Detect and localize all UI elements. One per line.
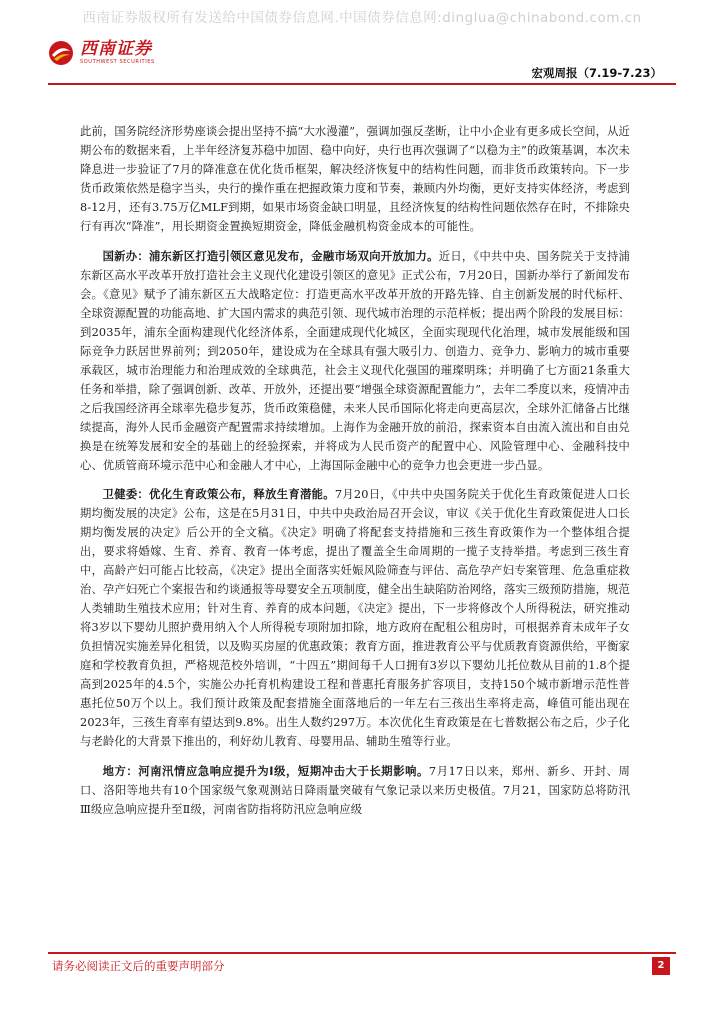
paragraph-text: 7月17日以来，郑州、新乡、开封、周口、洛阳等地共有10个国家级气象观测站日降雨量突破有气象记录以来历史极值。7月21，国家防总将防汛Ⅲ级应急响应提升至Ⅱ级，河南省防指将防汛应急响应级 <box>80 764 631 816</box>
paragraph-lead: 卫健委：优化生育政策公布，释放生育潜能。 <box>102 488 335 501</box>
disclaimer-note: 请务必阅读正文后的重要声明部分 <box>52 959 225 973</box>
paragraph-henan-flood <box>80 762 630 819</box>
report-body <box>80 122 630 829</box>
paragraph-fertility-policy <box>80 485 630 751</box>
company-logo <box>48 40 155 66</box>
footer-divider <box>48 952 676 954</box>
page-number: 2 <box>652 957 670 975</box>
paragraph-pudong <box>80 247 630 475</box>
paragraph-monetary-policy: 此前，国务院经济形势座谈会提出坚持不搞“大水漫灌”，强调加强反垄断，让中小企业有更多成长空间，从近期公布的数据来看，上半年经济复苏稳中加固、稳中向好，央行也再次强调了“以稳为主”的政策基调，本次未降息进一步验证了7月的降准意在优化货币框架，解决经济恢复中的结构性问题，而非货币政策转向。下一步货币政策依然是稳字当头，央行的操作重在把握政策力度和节奏，兼顾内外均衡，更好支持实体经济，考虑到8-12月，还有3.75万亿MLF到期，如果市场资金缺口明显，且经济恢复的结构性问题依然存在时，不排除央行有再次“降准”，用长期资金置换短期资金，降低金融机构资金成本的可能性。 <box>80 125 630 233</box>
paragraph-text: 7月20日，《中共中央国务院关于优化生育政策促进人口长期均衡发展的决定》公布，这是在5月31日，中共中央政治局召开会议，审议《关于优化生育政策促进人口长期均衡发展的决定》后公开的全文稿。《决定》明确了将配套支持措施和三孩生育政策作为一个整体组合提出，要求将婚嫁、生育、养育、教育一体考虑，提出了覆盖全生命周期的一揽子支持举措。考虑到三孩生育中，高龄产妇可能占比较高，《决定》提出全面落实妊娠风险筛查与评估、高危孕产妇专案管理、危急重症救治、孕产妇死亡个案报告和约谈通报等母婴安全五项制度，健全出生缺陷防治网络，落实三级预防措施，规范人类辅助生殖技术应用；针对生育、养育的成本问题，《决定》提出，下一步将修改个人所得税法，研究推动将3岁以下婴幼儿照护费用纳入个人所得税专项附加扣除，地方政府在配租公租房时，可根据养育未成年子女负担情况实施差异化租赁，以及购买房屋的优惠政策；教育方面，推进教育公平与优质教育资源供给，平衡家庭和学校教育负担，严格规范校外培训，“十四五”期间每千人口拥有3岁以下婴幼儿托位数从目前的1.8个提高到2025年的4.5个，实施公办托育机构建设工程和普惠托育服务扩容项目，支持150个城市新增示范性普惠托位50万个以上。我们预计政策及配套措施全面落地后的一年左右三孩出生率将走高，峰值可能出现在2023年，三孩生育率有望达到9.8%。出生人数约297万。本次优化生育政策是在七普数据公布之后，少子化与老龄化的大背景下推出的，利好幼儿教育、母婴用品、辅助生殖等行业。 <box>80 488 630 748</box>
paragraph-lead: 地方：河南汛情应急响应提升为Ⅰ级，短期冲击大于长期影响。 <box>102 764 429 778</box>
paragraph-lead: 国新办：浦东新区打造引领区意见发布，金融市场双向开放加力。 <box>102 249 439 263</box>
header-divider <box>48 83 676 85</box>
logo-chinese-name: 西南证券 <box>80 39 152 59</box>
watermark: 西南证券版权所有发送给中国债券信息网.中国债券信息网:dinglua@chinabond.com.cn <box>82 10 642 26</box>
logo-emblem-icon <box>48 40 74 66</box>
logo-english-name: SOUTHWEST SECURITIES <box>80 59 155 65</box>
paragraph-text: 近日，《中共中央、国务院关于支持浦东新区高水平改革开放打造社会主义现代化建设引领区的意见》正式公布，7月20日，国新办举行了新闻发布会。《意见》赋予了浦东新区五大战略定位：打造更高水平改革开放的开路先锋、自主创新发展的时代标杆、全球资源配置的功能高地、扩大国内需求的典范引领、现代城市治理的示范样板；提出两个阶段的发展目标：到2035年，浦东全面构建现代化经济体系，全面建成现代化城区，全面实现现代化治理，城市发展能级和国际竞争力跃居世界前列；到2050年，建设成为在全球具有强大吸引力、创造力、竞争力、影响力的城市重要承载区，城市治理能力和治理成效的全球典范，社会主义现代化强国的璀璨明珠；并明确了七方面21条重大任务和举措，除了强调创新、改革、开放外，还提出要“增强全球资源配置能力”，去年二季度以来，疫情冲击之后我国经济再全球率先稳步复苏，货币政策稳健，未来人民币国际化将走向更高层次，全球外汇储备占比继续提高，海外人民币金融资产配置需求持续增加。上海作为金融开放的前沿，探索资本自由流入流出和自由兑换是在统筹发展和安全的基础上的经验探索，并将成为人民币资产的配置中心、风险管理中心、金融科技中心、优质管商环境示范中心和金融人才中心，上海国际金融中心的竞争力也会更进一步凸显。 <box>80 249 631 472</box>
report-title: 宏观周报（7.19-7.23） <box>531 66 662 80</box>
